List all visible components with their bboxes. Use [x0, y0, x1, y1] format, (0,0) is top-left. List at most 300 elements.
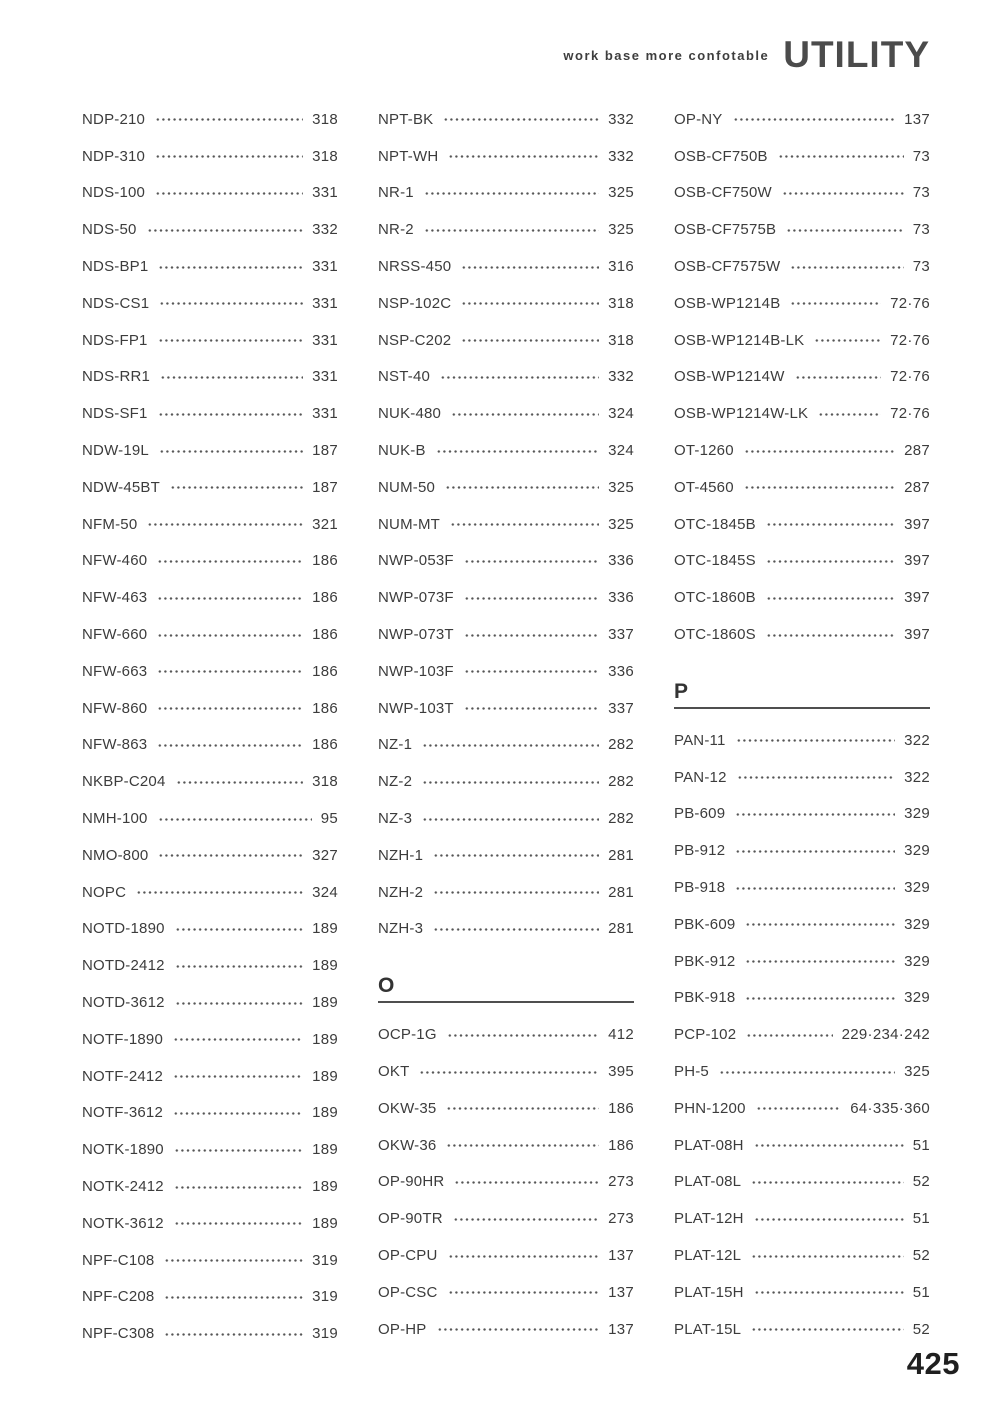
entry-page: 319 [312, 1288, 338, 1306]
section-header [674, 680, 930, 709]
entry-code: NPF-C108 [82, 1251, 155, 1269]
entry-code: OP-CSC [378, 1283, 438, 1301]
entry-code: NOTD-1890 [82, 920, 165, 938]
index-entry [82, 322, 338, 359]
entry-code: NDS-100 [82, 184, 146, 202]
index-entry [674, 1016, 930, 1053]
entry-code: NUM-MT [378, 515, 441, 533]
index-entry [674, 1053, 930, 1090]
index-entry [674, 359, 930, 396]
entry-code: PB-912 [674, 842, 726, 860]
index-entry [82, 175, 338, 212]
entry-code: OTC-1845B [674, 515, 756, 533]
dotted-leader [818, 413, 881, 416]
dotted-leader [751, 1255, 904, 1258]
index-entry [674, 759, 930, 796]
entry-code: OP-HP [378, 1320, 427, 1338]
index-entry [82, 1095, 338, 1132]
entry-page: 189 [312, 1178, 338, 1195]
index-entry [378, 874, 634, 911]
entry-page: 337 [608, 626, 634, 644]
index-entry [378, 800, 634, 837]
index-entry [378, 543, 634, 580]
entry-page: 336 [608, 552, 634, 570]
index-entry [82, 506, 338, 543]
dotted-leader [814, 339, 881, 342]
index-entry [82, 763, 338, 800]
entry-page: 282 [608, 773, 634, 791]
index-entry [378, 101, 634, 138]
entry-code: NPF-C308 [82, 1325, 155, 1343]
dotted-leader [159, 450, 303, 453]
entry-code: NFW-660 [82, 626, 148, 644]
dotted-leader [422, 744, 599, 747]
dotted-leader [736, 739, 896, 742]
entry-page: 331 [312, 294, 338, 312]
dotted-leader [745, 960, 895, 963]
dotted-leader [147, 229, 304, 232]
entry-page: 72·76 [890, 294, 930, 312]
dotted-leader [745, 923, 895, 926]
dotted-leader [448, 155, 599, 158]
dotted-leader [424, 192, 599, 195]
entry-code: NSP-102C [378, 294, 452, 312]
index-entry [378, 138, 634, 175]
entry-page: 325 [608, 478, 634, 496]
entry-page: 319 [312, 1325, 338, 1343]
entry-page: 189 [312, 1214, 338, 1232]
dotted-leader [157, 560, 303, 563]
index-entry [674, 1164, 930, 1201]
entry-code: PLAT-12L [674, 1247, 742, 1264]
entry-page: 331 [312, 258, 338, 276]
entry-page: 51 [912, 1210, 930, 1228]
entry-code: OSB-WP1214B [674, 294, 781, 312]
index-entry [82, 690, 338, 727]
entry-page: 64·335·360 [850, 1099, 930, 1117]
entry-code: OT-4560 [674, 478, 734, 496]
entry-page: 329 [904, 879, 930, 897]
entry-page: 187 [312, 478, 338, 496]
entry-code: OKT [378, 1063, 410, 1081]
index-entry [674, 980, 930, 1017]
entry-code: PBK-609 [674, 915, 736, 933]
entry-code: PLAT-15L [674, 1320, 742, 1338]
dotted-leader [419, 1071, 599, 1074]
dotted-leader [744, 450, 895, 453]
entry-code: OP-NY [674, 110, 723, 128]
section-letter: P [674, 679, 689, 703]
dotted-leader [136, 891, 303, 894]
entry-code: NDP-310 [82, 147, 146, 165]
dotted-leader [766, 523, 895, 526]
entry-code: NMH-100 [82, 810, 148, 828]
dotted-leader [448, 1291, 600, 1294]
index-entry [378, 432, 634, 469]
dotted-leader [174, 1149, 303, 1152]
entry-page: 287 [904, 442, 930, 460]
entry-page: 325 [904, 1063, 930, 1081]
entry-code: NUK-480 [378, 405, 442, 423]
entry-page: 189 [312, 994, 338, 1012]
dotted-leader [754, 1218, 904, 1221]
entry-code: NOTK-1890 [82, 1141, 164, 1159]
entry-code: NRSS-450 [378, 258, 452, 276]
index-column-1 [82, 101, 338, 1352]
entry-page: 282 [608, 736, 634, 754]
entry-page: 397 [904, 626, 930, 644]
dotted-leader [164, 1296, 303, 1299]
dotted-leader [778, 155, 904, 158]
dotted-leader [464, 634, 599, 637]
index-entry [378, 506, 634, 543]
dotted-leader [157, 744, 303, 747]
index-entry [674, 906, 930, 943]
index-entry [82, 469, 338, 506]
entry-code: NWP-053F [378, 552, 454, 570]
index-entry [674, 796, 930, 833]
dotted-leader [422, 818, 599, 821]
index-entry [674, 248, 930, 285]
entry-code: NKBP-C204 [82, 773, 166, 791]
index-entry [674, 616, 930, 653]
entry-code: NST-40 [378, 368, 431, 386]
index-entry [378, 285, 634, 322]
entry-code: PLAT-08H [674, 1136, 744, 1154]
dotted-leader [454, 1181, 599, 1184]
index-entry [674, 432, 930, 469]
dotted-leader [174, 1222, 303, 1225]
index-entry [674, 211, 930, 248]
entry-page: 325 [608, 221, 634, 239]
dotted-leader [754, 1144, 904, 1147]
entry-page: 332 [312, 221, 338, 239]
index-entry [378, 763, 634, 800]
entry-code: OTC-1860B [674, 589, 756, 607]
entry-page: 397 [904, 515, 930, 533]
index-entry [674, 943, 930, 980]
entry-code: NFW-860 [82, 699, 148, 717]
entry-code: NFW-863 [82, 736, 148, 754]
dotted-leader [155, 118, 303, 121]
entry-code: NWP-073F [378, 589, 454, 607]
dotted-leader [746, 1034, 832, 1037]
index-entry [674, 395, 930, 432]
entry-code: OSB-CF7575B [674, 221, 777, 239]
entry-code: PCP-102 [674, 1026, 737, 1044]
entry-code: NZ-2 [378, 773, 413, 791]
entry-code: NOTF-3612 [82, 1104, 163, 1122]
entry-code: NMO-800 [82, 846, 149, 864]
index-entry [378, 322, 634, 359]
entry-page: 322 [904, 731, 930, 749]
index-entry [674, 832, 930, 869]
dotted-leader [448, 1255, 600, 1258]
dotted-leader [174, 1186, 303, 1189]
index-entry [674, 101, 930, 138]
index-entry [674, 506, 930, 543]
page-header [563, 36, 930, 73]
index-entry [82, 359, 338, 396]
dotted-leader [424, 229, 599, 232]
entry-page: 336 [608, 589, 634, 607]
entry-page: 321 [312, 515, 338, 533]
entry-page: 137 [904, 110, 930, 128]
dotted-leader [164, 1259, 303, 1262]
index-entry [82, 653, 338, 690]
index-entry [378, 616, 634, 653]
entry-page: 51 [912, 1136, 930, 1154]
entry-code: NR-1 [378, 184, 414, 202]
entry-page: 186 [312, 552, 338, 570]
index-column-3 [674, 101, 930, 1352]
entry-code: OP-CPU [378, 1247, 438, 1264]
entry-page: 336 [608, 662, 634, 680]
entry-code: NZH-1 [378, 846, 424, 864]
entry-page: 73 [912, 147, 930, 165]
entry-code: NWP-103F [378, 662, 454, 680]
entry-code: OKW-36 [378, 1136, 437, 1154]
entry-page: 186 [608, 1099, 634, 1117]
index-entry [378, 359, 634, 396]
entry-page: 318 [312, 773, 338, 791]
entry-page: 329 [904, 952, 930, 970]
index-entry [82, 1315, 338, 1352]
dotted-leader [766, 560, 895, 563]
entry-code: NOPC [82, 883, 127, 901]
entry-page: 52 [912, 1320, 930, 1338]
entry-code: OSB-CF750B [674, 147, 768, 165]
entry-page: 73 [912, 258, 930, 276]
dotted-leader [158, 818, 312, 821]
index-entry [82, 248, 338, 285]
entry-page: 73 [912, 221, 930, 239]
index-entry [378, 837, 634, 874]
entry-code: NDW-19L [82, 442, 149, 460]
entry-page: 332 [608, 368, 634, 386]
entry-page: 52 [912, 1247, 930, 1264]
index-entry [82, 138, 338, 175]
dotted-leader [790, 302, 881, 305]
dotted-leader [158, 339, 303, 342]
dotted-leader [786, 229, 903, 232]
entry-page: 186 [312, 736, 338, 754]
dotted-leader [159, 302, 303, 305]
entry-code: NWP-073T [378, 626, 454, 644]
dotted-leader [766, 634, 895, 637]
entry-page: 281 [608, 883, 634, 901]
dotted-leader [173, 1112, 303, 1115]
entry-page: 52 [912, 1173, 930, 1191]
index-entry [82, 1168, 338, 1205]
entry-code: NDS-SF1 [82, 405, 148, 423]
dotted-leader [176, 781, 304, 784]
entry-page: 186 [312, 626, 338, 644]
entry-page: 189 [312, 1104, 338, 1122]
entry-code: NOTK-3612 [82, 1214, 164, 1232]
index-entry [378, 579, 634, 616]
entry-code: NDP-210 [82, 110, 146, 128]
entry-page: 73 [912, 184, 930, 202]
dotted-leader [744, 486, 895, 489]
entry-page: 281 [608, 920, 634, 938]
entry-page: 332 [608, 110, 634, 128]
entry-page: 329 [904, 805, 930, 823]
entry-code: OTC-1860S [674, 626, 756, 644]
index-entry [378, 911, 634, 948]
index-entry [378, 653, 634, 690]
index-entry [378, 395, 634, 432]
entry-code: PLAT-12H [674, 1210, 744, 1228]
dotted-leader [464, 560, 599, 563]
dotted-leader [461, 302, 599, 305]
entry-code: PH-5 [674, 1063, 709, 1081]
entry-page: 331 [312, 405, 338, 423]
entry-page: 412 [608, 1026, 634, 1044]
index-entry [378, 1090, 634, 1127]
entry-page: 273 [608, 1173, 634, 1191]
index-entry [82, 984, 338, 1021]
dotted-leader [437, 1328, 600, 1331]
index-entry [378, 248, 634, 285]
index-entry [674, 1090, 930, 1127]
entry-page: 189 [312, 1067, 338, 1085]
dotted-leader [433, 854, 599, 857]
entry-code: OSB-WP1214B-LK [674, 331, 805, 349]
entry-page: 329 [904, 842, 930, 860]
entry-page: 137 [608, 1247, 634, 1264]
entry-code: PAN-12 [674, 768, 727, 786]
entry-page: 397 [904, 589, 930, 607]
dotted-leader [735, 850, 895, 853]
entry-code: NZ-1 [378, 736, 413, 754]
entry-page: 318 [608, 294, 634, 312]
entry-code: PLAT-15H [674, 1283, 744, 1301]
index-entry [674, 543, 930, 580]
entry-code: NR-2 [378, 221, 414, 239]
dotted-leader [155, 192, 303, 195]
index-entry [378, 1016, 634, 1053]
index-entry [674, 469, 930, 506]
index-entry [378, 727, 634, 764]
index-entry [82, 543, 338, 580]
dotted-leader [175, 928, 303, 931]
dotted-leader [160, 376, 303, 379]
dotted-leader [445, 486, 599, 489]
dotted-leader [447, 1034, 599, 1037]
entry-code: OKW-35 [378, 1099, 437, 1117]
dotted-leader [158, 413, 303, 416]
dotted-leader [754, 1291, 904, 1294]
entry-page: 318 [608, 331, 634, 349]
entry-page: 189 [312, 957, 338, 975]
dotted-leader [451, 413, 599, 416]
entry-code: NOTD-3612 [82, 994, 165, 1012]
index-entry [674, 175, 930, 212]
index-entry [82, 947, 338, 984]
entry-code: NFW-463 [82, 589, 148, 607]
entry-page: 189 [312, 1030, 338, 1048]
header-title: UTILITY [783, 34, 930, 75]
entry-page: 186 [312, 662, 338, 680]
dotted-leader [737, 776, 895, 779]
entry-page: 397 [904, 552, 930, 570]
entry-code: OSB-WP1214W [674, 368, 785, 386]
entry-code: OT-1260 [674, 442, 734, 460]
dotted-leader [719, 1071, 895, 1074]
index-entry [378, 1274, 634, 1311]
section-letter: O [378, 974, 395, 998]
entry-page: 329 [904, 989, 930, 1007]
dotted-leader [735, 813, 895, 816]
entry-page: 395 [608, 1063, 634, 1081]
entry-code: NFW-663 [82, 662, 148, 680]
index-entry [674, 1200, 930, 1237]
dotted-leader [446, 1144, 599, 1147]
index-entry [82, 837, 338, 874]
index-entry [82, 1021, 338, 1058]
index-entry [674, 138, 930, 175]
entry-page: 229·234·242 [841, 1026, 930, 1044]
entry-code: NFM-50 [82, 515, 138, 533]
dotted-leader [450, 523, 599, 526]
index-entry [674, 1311, 930, 1348]
entry-code: NOTD-2412 [82, 957, 165, 975]
index-entry [378, 175, 634, 212]
entry-page: 331 [312, 368, 338, 386]
dotted-leader [464, 597, 599, 600]
dotted-leader [173, 1075, 303, 1078]
dotted-leader [443, 118, 599, 121]
entry-code: NDS-50 [82, 221, 137, 239]
index-entry [378, 211, 634, 248]
dotted-leader [735, 887, 895, 890]
entry-code: OSB-WP1214W-LK [674, 405, 809, 423]
dotted-leader [173, 1038, 303, 1041]
entry-page: 331 [312, 331, 338, 349]
dotted-leader [157, 597, 303, 600]
entry-code: OSB-CF750W [674, 184, 772, 202]
index-entry [82, 874, 338, 911]
entry-code: NWP-103T [378, 699, 454, 717]
dotted-leader [464, 707, 599, 710]
entry-code: OP-90TR [378, 1210, 443, 1228]
dotted-leader [756, 1107, 842, 1110]
entry-code: PBK-918 [674, 989, 736, 1007]
entry-code: PAN-11 [674, 731, 726, 749]
dotted-leader [157, 707, 303, 710]
dotted-leader [175, 965, 303, 968]
entry-code: PBK-912 [674, 952, 736, 970]
entry-page: 322 [904, 768, 930, 786]
dotted-leader [440, 376, 599, 379]
entry-page: 318 [312, 110, 338, 128]
index-entry [378, 1164, 634, 1201]
index-entry [674, 1274, 930, 1311]
section-header [378, 974, 634, 1003]
index-entry [378, 1237, 634, 1274]
dotted-leader [164, 1333, 303, 1336]
index-entry [82, 432, 338, 469]
dotted-leader [733, 118, 896, 121]
dotted-leader [464, 670, 599, 673]
index-entry [82, 911, 338, 948]
dotted-leader [433, 891, 599, 894]
entry-page: 329 [904, 915, 930, 933]
entry-code: NSP-C202 [378, 331, 452, 349]
entry-code: NDW-45BT [82, 478, 160, 496]
index-entry [674, 722, 930, 759]
